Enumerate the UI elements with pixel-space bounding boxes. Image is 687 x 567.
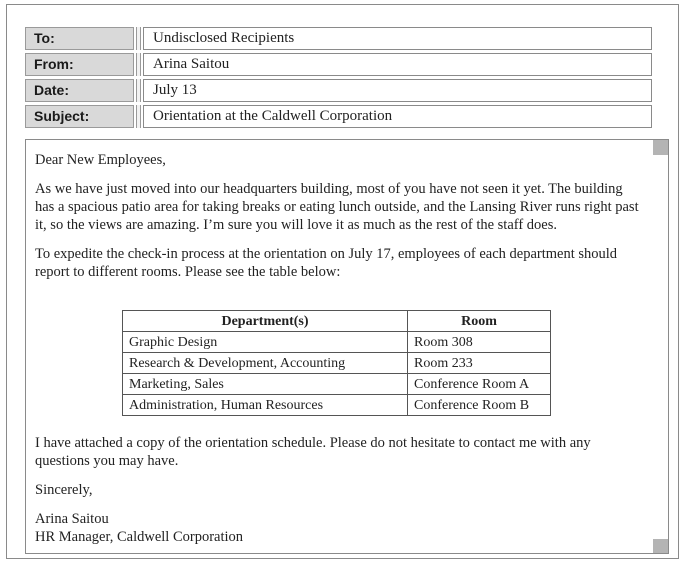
table-row [123,374,551,395]
subject-field[interactable]: Orientation at the Caldwell Corporation [143,105,652,128]
from-field[interactable]: Arina Saitou [143,53,652,76]
message-text [35,151,640,292]
department-cell: Marketing, Sales [123,374,408,395]
room-cell: Room 308 [408,332,551,353]
room-cell: Conference Room A [408,374,551,395]
department-cell: Graphic Design [123,332,408,353]
column-header: Room [408,311,551,332]
paragraph: As we have just moved into our headquarters building, most of you have not seen it yet. The building has a spacious patio area for taking breaks or eating lunch outside, and the Lansing River runs right past it, so the views are amazing. I’m sure you will love it as much as the rest of the staff does. [35,181,639,233]
greeting: Dear New Employees, [35,152,166,168]
scrollbar-up-arrow[interactable] [653,140,668,155]
header-divider [136,27,141,50]
signature-title: HR Manager, Caldwell Corporation [35,529,244,545]
header-divider [136,105,141,128]
room-cell: Conference Room B [408,395,551,416]
department-room-table [122,310,551,416]
to-label: To: [25,27,134,50]
closing: Sincerely, [35,482,93,498]
date-field[interactable]: July 13 [143,79,652,102]
table-row [123,353,551,374]
subject-label: Subject: [25,105,134,128]
date-label: Date: [25,79,134,102]
message-text-continued [35,434,640,546]
header-divider [136,79,141,102]
table-header-row [123,311,551,332]
scrollbar-down-arrow[interactable] [653,539,668,553]
paragraph: I have attached a copy of the orientation schedule. Please do not hesitate to contact me with any questions you may have. [35,435,591,469]
department-cell: Administration, Human Resources [123,395,408,416]
room-cell: Room 233 [408,353,551,374]
email-window [6,4,679,559]
signature-name: Arina Saitou [35,511,109,527]
paragraph: To expedite the check-in process at the orientation on July 17, employees of each department should report to different rooms. Please see the table below: [35,246,618,280]
column-header: Department(s) [123,311,408,332]
department-cell: Research & Development, Accounting [123,353,408,374]
table-row [123,332,551,353]
to-field[interactable]: Undisclosed Recipients [143,27,652,50]
table-row [123,395,551,416]
from-label: From: [25,53,134,76]
header-divider [136,53,141,76]
message-body[interactable] [25,139,669,554]
